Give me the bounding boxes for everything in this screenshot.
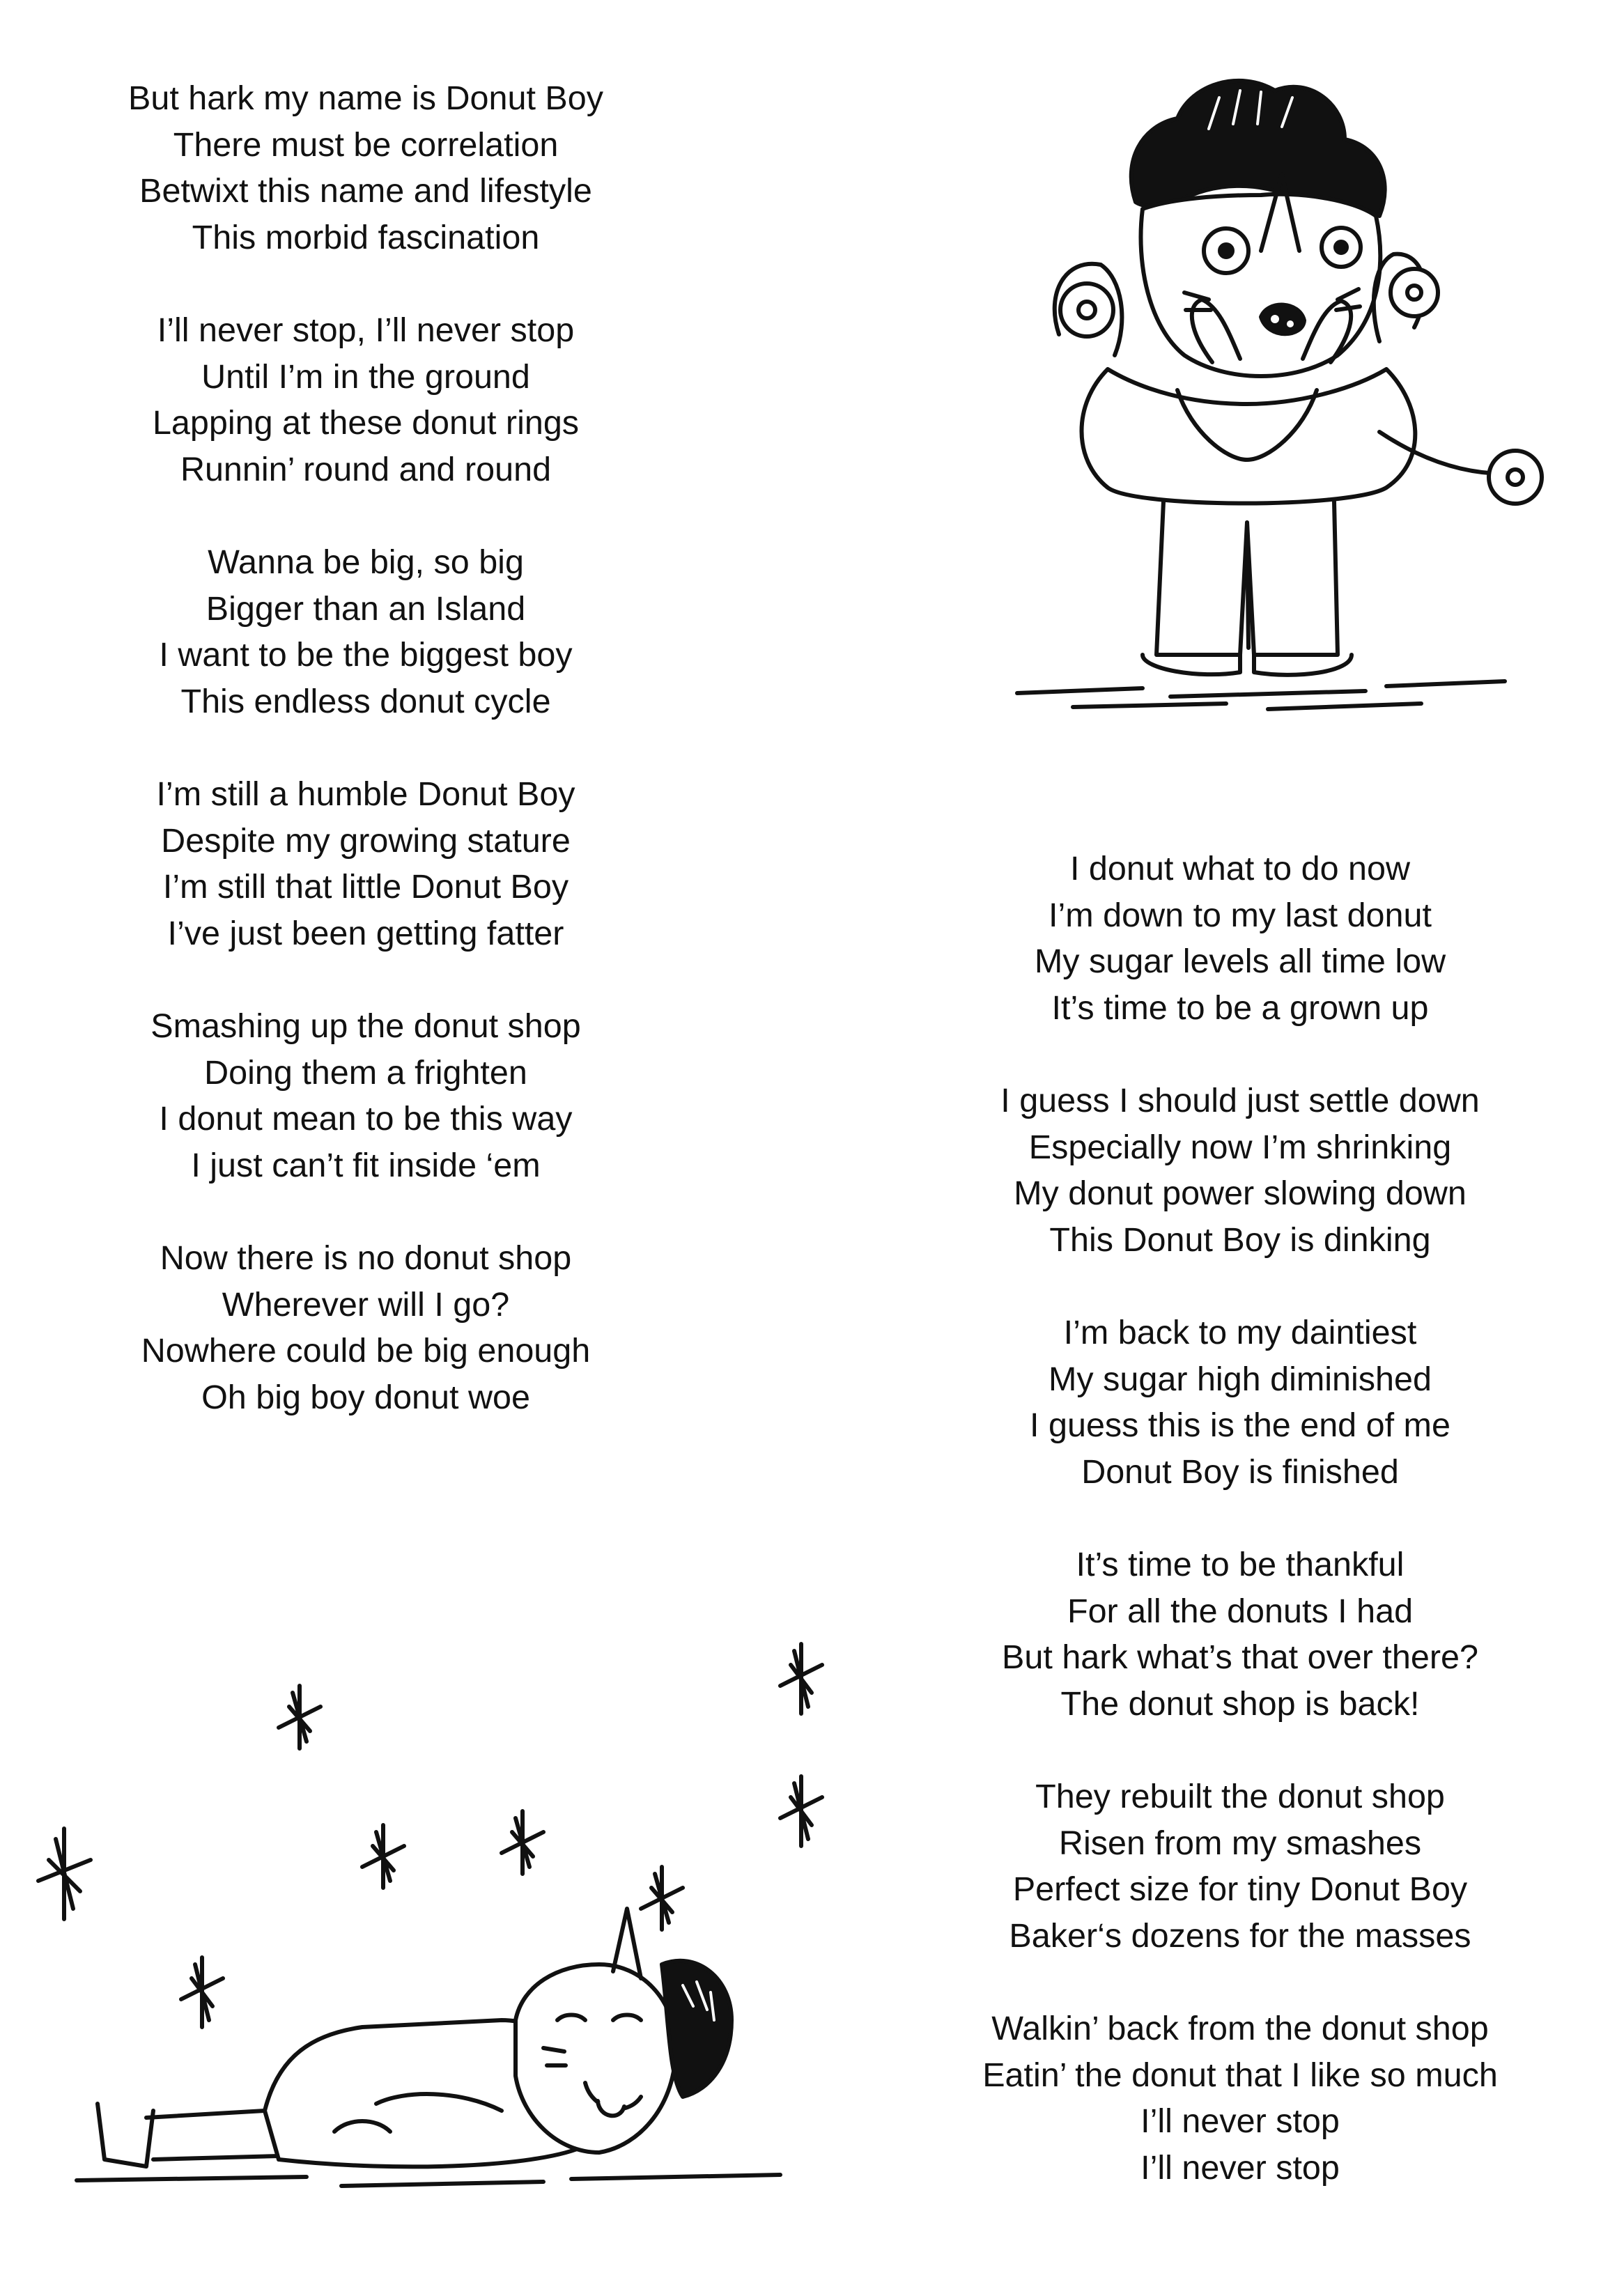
- lyric-line: It’s time to be thankful: [1076, 1546, 1405, 1583]
- lyric-stanza: [906, 1542, 1575, 1727]
- lyric-stanza: [42, 771, 690, 956]
- lyric-line: This Donut Boy is dinking: [1049, 1220, 1431, 1259]
- lyric-line: They rebuilt the donut shop: [1035, 1778, 1445, 1815]
- lyric-line: I’m still that little Donut Boy: [162, 868, 569, 906]
- lyric-line: My sugar high diminished: [1049, 1360, 1432, 1398]
- sparkle-icon: [502, 1811, 543, 1874]
- lyric-line: Perfect size for tiny Donut Boy: [1012, 1870, 1468, 1908]
- lyric-stanza: [42, 75, 690, 261]
- lyric-stanza: [906, 1774, 1575, 1959]
- lyric-stanza: [42, 307, 690, 492]
- sparkle-icon: [780, 1776, 822, 1846]
- lyric-line: I guess this is the end of me: [1030, 1406, 1450, 1444]
- lyric-line: I guess I should just settle down: [1000, 1082, 1480, 1119]
- right-lyrics-column: [906, 846, 1575, 2191]
- lyric-line: Now there is no donut shop: [160, 1239, 572, 1277]
- lyric-line: But hark what’s that over there?: [1002, 1638, 1478, 1676]
- lyric-line: Walkin’ back from the donut shop: [991, 2010, 1489, 2047]
- lyric-line: Until I’m in the ground: [201, 357, 530, 396]
- lyric-stanza: [42, 1003, 690, 1188]
- lyric-line: My donut power slowing down: [1014, 1174, 1467, 1212]
- sparkle-icon: [641, 1867, 683, 1930]
- lyric-line: There must be correlation: [173, 125, 559, 164]
- lyric-line: I’ll never stop: [1140, 2148, 1340, 2187]
- sparkle-icon: [38, 1829, 91, 1919]
- lyric-line: I donut what to do now: [1069, 850, 1411, 887]
- lyric-line: Wanna be big, so big: [208, 543, 524, 581]
- lyric-line: Eatin’ the donut that I like so much: [982, 2056, 1498, 2094]
- left-lyrics-column: [42, 75, 690, 1420]
- lyric-line: Smashing up the donut shop: [150, 1007, 581, 1045]
- lyric-line: I donut mean to be this way: [159, 1100, 573, 1138]
- lyric-line: Wherever will I go?: [222, 1285, 510, 1324]
- lyric-stanza: [906, 1310, 1575, 1495]
- lyric-line: Risen from my smashes: [1058, 1824, 1422, 1862]
- donut-boy-eating-donuts-illustration: [934, 42, 1561, 738]
- lyric-line: Runnin’ round and round: [180, 450, 552, 488]
- lyric-line: Baker‘s dozens for the masses: [1009, 1916, 1471, 1955]
- lyric-line: Oh big boy donut woe: [201, 1378, 530, 1416]
- lyric-line: Lapping at these donut rings: [152, 404, 580, 442]
- lyric-line: The donut shop is back!: [1060, 1684, 1420, 1723]
- lyric-line: Donut Boy is finished: [1081, 1452, 1399, 1491]
- lyric-stanza: [906, 846, 1575, 1031]
- donut-boy-lying-down-illustration: [14, 1630, 857, 2201]
- lyric-line: I just can’t fit inside ‘em: [191, 1146, 541, 1184]
- lyric-line: Despite my growing stature: [161, 821, 571, 860]
- sparkle-icon: [780, 1644, 822, 1714]
- lyric-stanza: [42, 1235, 690, 1420]
- lyric-line: I’ll never stop: [1140, 2102, 1340, 2140]
- lyric-line: This morbid fascination: [192, 218, 540, 256]
- lyric-line: Doing them a frighten: [204, 1053, 527, 1092]
- lyric-line: Nowhere could be big enough: [141, 1332, 591, 1370]
- lyric-line: I’ve just been getting fatter: [167, 914, 564, 952]
- lyric-line: I’ll never stop, I’ll never stop: [157, 311, 575, 349]
- sparkle-icon: [279, 1686, 320, 1748]
- lyric-line: Bigger than an Island: [206, 589, 526, 628]
- lyric-line: I’m down to my last donut: [1049, 896, 1432, 934]
- lyric-stanza: [906, 2006, 1575, 2191]
- lyric-stanza: [906, 1078, 1575, 1263]
- lyric-line: It’s time to be a grown up: [1051, 988, 1429, 1027]
- sparkle-icon: [181, 1957, 223, 2027]
- lyric-line: Especially now I’m shrinking: [1028, 1128, 1452, 1166]
- lyric-line: For all the donuts I had: [1067, 1592, 1414, 1630]
- lyric-line: I’m still a humble Donut Boy: [156, 775, 575, 813]
- lyric-line: This endless donut cycle: [180, 682, 551, 720]
- sparkle-icon: [362, 1825, 404, 1888]
- lyric-stanza: [42, 539, 690, 724]
- lyric-line: My sugar levels all time low: [1034, 943, 1446, 980]
- lyric-line: Betwixt this name and lifestyle: [139, 172, 592, 210]
- lyric-line: I’m back to my daintiest: [1063, 1314, 1417, 1351]
- lyric-line: I want to be the biggest boy: [159, 636, 573, 674]
- lyric-line: But hark my name is Donut Boy: [128, 79, 603, 117]
